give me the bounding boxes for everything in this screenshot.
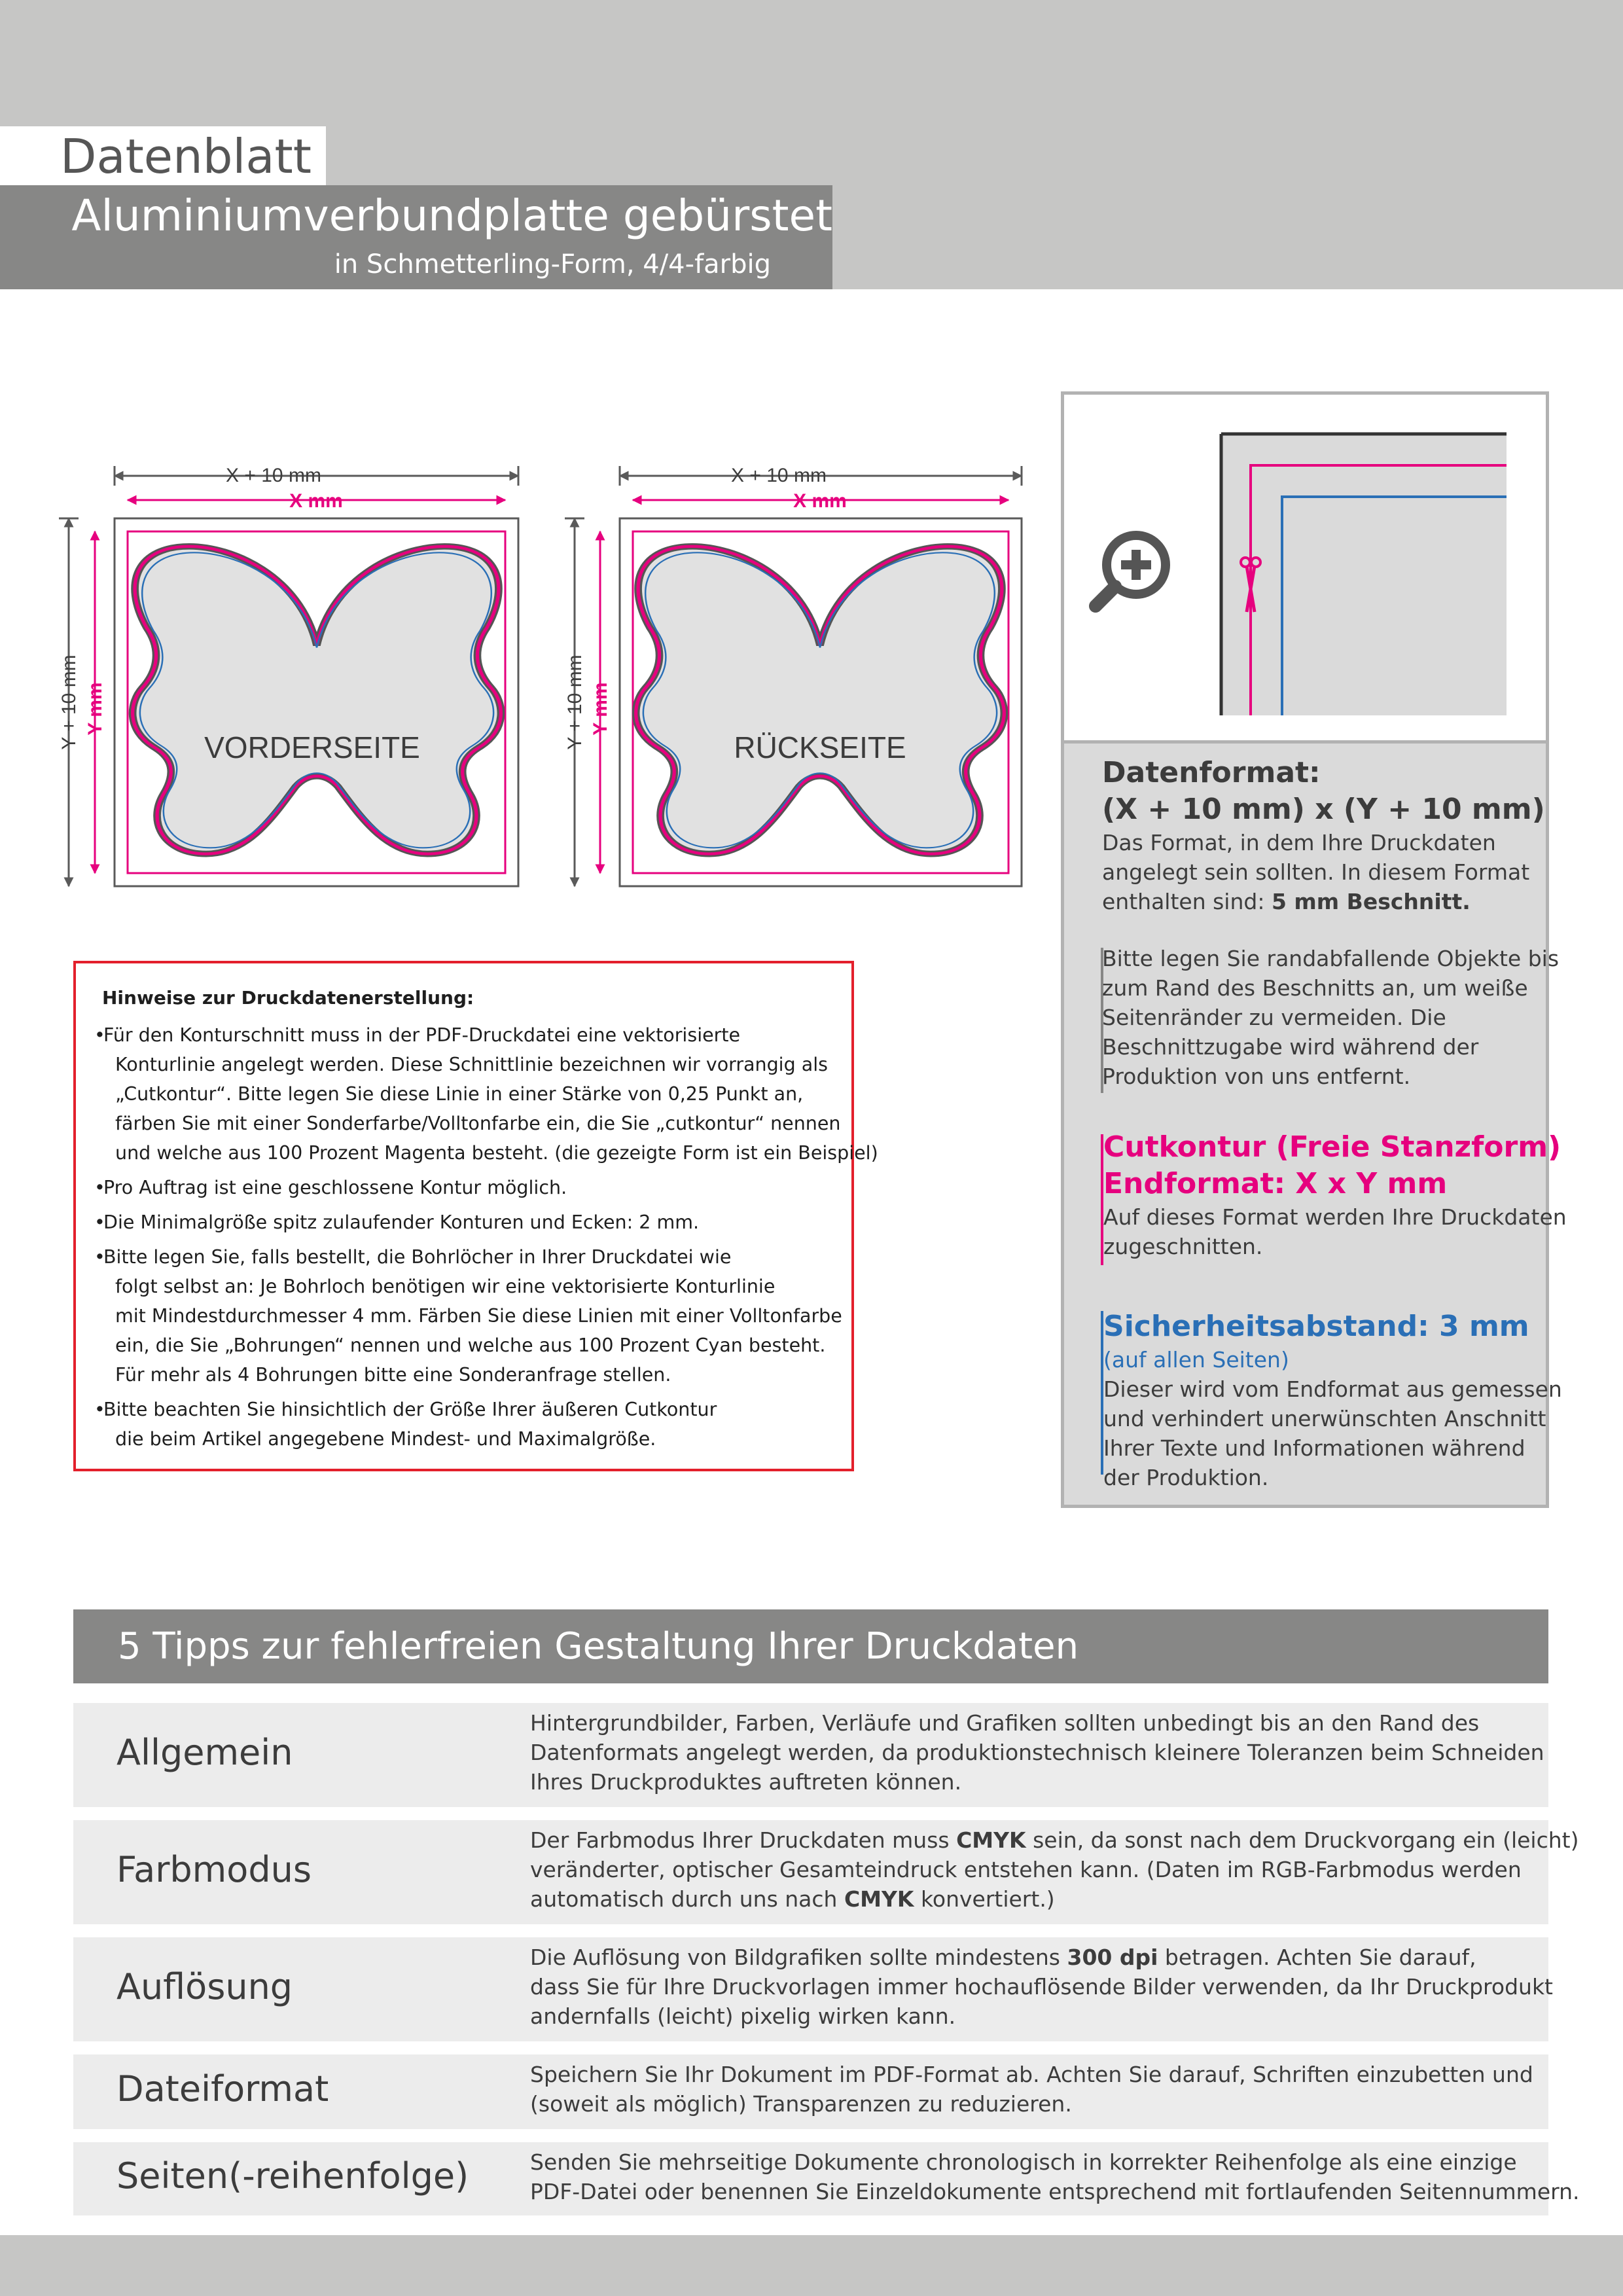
back-dim-y-outer: Y + 10 mm (564, 655, 586, 750)
hint-item: •Die Minimalgröße spitz zulaufender Konturen und Ecken: 2 mm. (94, 1211, 700, 1233)
tip-label: Farbmodus (116, 1848, 312, 1890)
format-diagrams (0, 432, 1060, 916)
hints-list (94, 1020, 878, 1454)
tip-row (73, 2142, 1580, 2215)
hints-box (73, 961, 878, 1471)
front-dim-y-outer: Y + 10 mm (58, 655, 80, 750)
tip-text-segment: sein, da sonst nach dem Druckvorgang ein (leicht) (1026, 1827, 1579, 1853)
bleed-detail-graphic (1064, 395, 1546, 740)
tip-text-segment: Der Farbmodus Ihrer Druckdaten muss (530, 1827, 957, 1853)
tip-text-segment: veränderter, optischer Gesamteindruck entstehen kann. (Daten im RGB-Farbmodus werden (530, 1857, 1522, 1882)
tip-emphasis: 300 dpi (1067, 1945, 1158, 1970)
hint-item: •Für den Konturschnitt muss in der PDF-Druckdatei eine vektorisierte Konturlinie angelegt werden. Diese Schnittlinie bezeichnen wir vorrangig als „Cutkontur“. Bitte legen Sie diese Linie in einer Stärke von 0,25 Punkt an, färben Sie mit einer Sonderfarbe/Volltonfarbe ein, die Sie „cutkontur“ nennen und welche aus 100 Prozent Magenta besteht. (die gezeigte Form ist ein Beispiel) (94, 1020, 836, 1168)
safety-margin-info (1101, 1310, 1562, 1490)
back-dim-x-inner: X mm (793, 490, 847, 512)
tip-text-segment: Speichern Sie Ihr Dokument im PDF-Format ab. Achten Sie darauf, Schriften einzubetten und (530, 2062, 1533, 2087)
bleed-amount: 5 mm Beschnitt. (1271, 889, 1471, 914)
hint-line: ein, die Sie „Bohrungen“ nennen und welche aus 100 Prozent Cyan besteht. (115, 1335, 826, 1356)
hint-line: Die Minimalgröße spitz zulaufender Konturen und Ecken: 2 mm. (103, 1211, 700, 1233)
hint-line: folgt selbst an: Je Bohrloch benötigen wir eine vektorisierte Konturlinie (115, 1276, 776, 1297)
safe-text-line: Dieser wird vom Endformat aus gemessen (1103, 1376, 1562, 1402)
tip-text-segment: Die Auflösung von Bildgrafiken sollte mindestens (530, 1945, 1067, 1970)
tip-text (530, 1825, 1578, 1914)
info-panel (1061, 391, 1567, 1508)
tip-label: Seiten(-reihenfolge) (116, 2155, 469, 2197)
tip-label: Auflösung (116, 1965, 293, 2007)
back-dim-y-inner: Y mm (590, 682, 611, 736)
tip-row (73, 1937, 1553, 2041)
tip-row (73, 1820, 1579, 1924)
tip-text-segment: andernfalls (leicht) pixelig wirken kann. (530, 2003, 956, 2029)
page-subtitle: in Schmetterling-Form, 4/4-farbig (334, 249, 771, 279)
hint-line: „Cutkontur“. Bitte legen Sie diese Linie in einer Stärke von 0,25 Punkt an, (115, 1083, 804, 1105)
tip-text-segment: PDF-Datei oder benennen Sie Einzeldokumente entsprechend mit fortlaufenden Seitennummern. (530, 2179, 1580, 2204)
back-side-label: RÜCKSEITE (734, 730, 906, 764)
tip-text-segment: (soweit als möglich) Transparenzen zu reduzieren. (530, 2091, 1072, 2117)
tip-text-segment: Ihres Druckproduktes auftreten können. (530, 1769, 962, 1795)
hint-line: färben Sie mit einer Sonderfarbe/Volltonfarbe ein, die Sie „cutkontur“ nennen (115, 1113, 841, 1134)
cut-format: Endformat: X x Y mm (1103, 1167, 1448, 1200)
format-info (1102, 755, 1545, 916)
document-type-label: Datenblatt (60, 129, 312, 184)
safe-text-line: der Produktion. (1103, 1465, 1269, 1490)
hint-line: die beim Artikel angegebene Mindest- und Maximalgröße. (115, 1428, 656, 1450)
zoom-detail (1064, 395, 1546, 744)
tip-text-segment: konvertiert.) (914, 1886, 1055, 1912)
cut-text-2: zugeschnitten. (1103, 1234, 1263, 1259)
safe-subtitle: (auf allen Seiten) (1103, 1347, 1289, 1372)
format-text-2: angelegt sein sollten. In diesem Format (1102, 859, 1530, 885)
hint-line: Für mehr als 4 Bohrungen bitte eine Sonderanfrage stellen. (115, 1364, 671, 1386)
back-diagram (565, 466, 1022, 886)
bleed-text-line: Beschnittzugabe wird während der (1102, 1034, 1479, 1060)
format-text-3: enthalten sind: 5 mm Beschnitt. (1102, 889, 1471, 914)
tip-emphasis: CMYK (956, 1827, 1026, 1853)
hint-line: Für den Konturschnitt muss in der PDF-Druckdatei eine vektorisierte (103, 1024, 741, 1046)
safe-title: Sicherheitsabstand: 3 mm (1103, 1310, 1529, 1343)
hint-line: Pro Auftrag ist eine geschlossene Kontur möglich. (103, 1177, 567, 1198)
bleed-text-line: Bitte legen Sie randabfallende Objekte bis (1102, 946, 1560, 971)
hint-item: •Pro Auftrag ist eine geschlossene Kontur möglich. (94, 1177, 567, 1198)
tip-text (530, 1943, 1553, 2031)
tip-text-segment: Datenformats angelegt werden, da produktionstechnisch kleinere Toleranzen beim Schneiden (530, 1740, 1544, 1765)
front-diagram (59, 466, 518, 886)
hint-line: mit Mindestdurchmesser 4 mm. Färben Sie diese Linien mit einer Volltonfarbe (115, 1305, 842, 1327)
safe-text-line: Ihrer Texte und Informationen während (1103, 1435, 1525, 1461)
front-dim-x-outer: X + 10 mm (226, 465, 321, 486)
cut-contour-info (1101, 1130, 1567, 1265)
hint-line: Bitte beachten Sie hinsichtlich der Größe Ihrer äußeren Cutkontur (103, 1399, 717, 1420)
tip-text (530, 1708, 1544, 1797)
tip-text (530, 2060, 1533, 2119)
hint-line: Bitte legen Sie, falls bestellt, die Bohrlöcher in Ihrer Druckdatei wie (103, 1246, 732, 1268)
format-text-1: Das Format, in dem Ihre Druckdaten (1102, 830, 1496, 855)
bleed-text-line: zum Rand des Beschnitts an, um weiße (1102, 975, 1528, 1001)
safe-text-line: und verhindert unerwünschten Anschnitt (1103, 1406, 1546, 1431)
footer-band (0, 2235, 1623, 2296)
hint-line: und welche aus 100 Prozent Magenta besteht. (die gezeigte Form ist ein Beispiel) (115, 1142, 878, 1164)
tip-label: Allgemein (116, 1731, 293, 1773)
zoom-icon (1096, 535, 1166, 606)
bleed-info (1101, 946, 1560, 1093)
tip-row (73, 1703, 1548, 1807)
tip-text-segment: dass Sie für Ihre Druckvorlagen immer hochauflösende Bilder verwenden, da Ihr Druckprodukt (530, 1974, 1553, 2000)
tip-text-segment: Hintergrundbilder, Farben, Verläufe und Grafiken sollten unbedingt bis an den Rand des (530, 1710, 1480, 1736)
tip-row (73, 2054, 1548, 2129)
hint-line: Konturlinie angelegt werden. Diese Schnittlinie bezeichnen wir vorrangig als (115, 1054, 828, 1075)
hint-item: •Bitte beachten Sie hinsichtlich der Größe Ihrer äußeren Cutkontur die beim Artikel angegebene Mindest- und Maximalgröße. (94, 1395, 836, 1454)
front-dim-y-inner: Y mm (84, 682, 106, 736)
hints-title: Hinweise zur Druckdatenerstellung: (102, 987, 474, 1009)
format-title: Datenformat: (1102, 756, 1321, 789)
tip-label: Dateiformat (116, 2068, 329, 2109)
front-dim-x-inner: X mm (289, 490, 343, 512)
hint-item: •Bitte legen Sie, falls bestellt, die Bohrlöcher in Ihrer Druckdatei wie folgt selbst an: Je Bohrloch benötigen wir eine vektorisierte Konturlinie mit Mindestdurchmesser 4 mm. Färben Sie diese Linien mit einer Volltonfarbe ein, die Sie „Bohrungen“ nennen und welche aus 100 Prozent Cyan besteht. Für mehr als 4 Bohrungen bitte eine Sonderanfrage stellen. (94, 1242, 836, 1390)
cut-text-1: Auf dieses Format werden Ihre Druckdaten (1103, 1204, 1567, 1230)
tip-text-segment: Senden Sie mehrseitige Dokumente chronologisch in korrekter Reihenfolge als eine einzige (530, 2149, 1517, 2175)
bleed-text-line: Produktion von uns entfernt. (1102, 1064, 1411, 1089)
cut-title: Cutkontur (Freie Stanzform) (1103, 1130, 1561, 1164)
format-formula: (X + 10 mm) x (Y + 10 mm) (1102, 793, 1545, 826)
page-title: Aluminiumverbundplatte gebürstet (71, 190, 832, 241)
tip-text-segment: automatisch durch uns nach (530, 1886, 844, 1912)
tip-text (530, 2147, 1580, 2206)
tips-title: 5 Tipps zur fehlerfreien Gestaltung Ihrer Druckdaten (118, 1625, 1079, 1668)
back-dim-x-outer: X + 10 mm (731, 465, 827, 486)
front-side-label: VORDERSEITE (204, 730, 420, 764)
tip-text-segment: betragen. Achten Sie darauf, (1158, 1945, 1476, 1970)
tip-emphasis: CMYK (844, 1886, 914, 1912)
bleed-text-line: Seitenränder zu vermeiden. Die (1102, 1005, 1446, 1030)
